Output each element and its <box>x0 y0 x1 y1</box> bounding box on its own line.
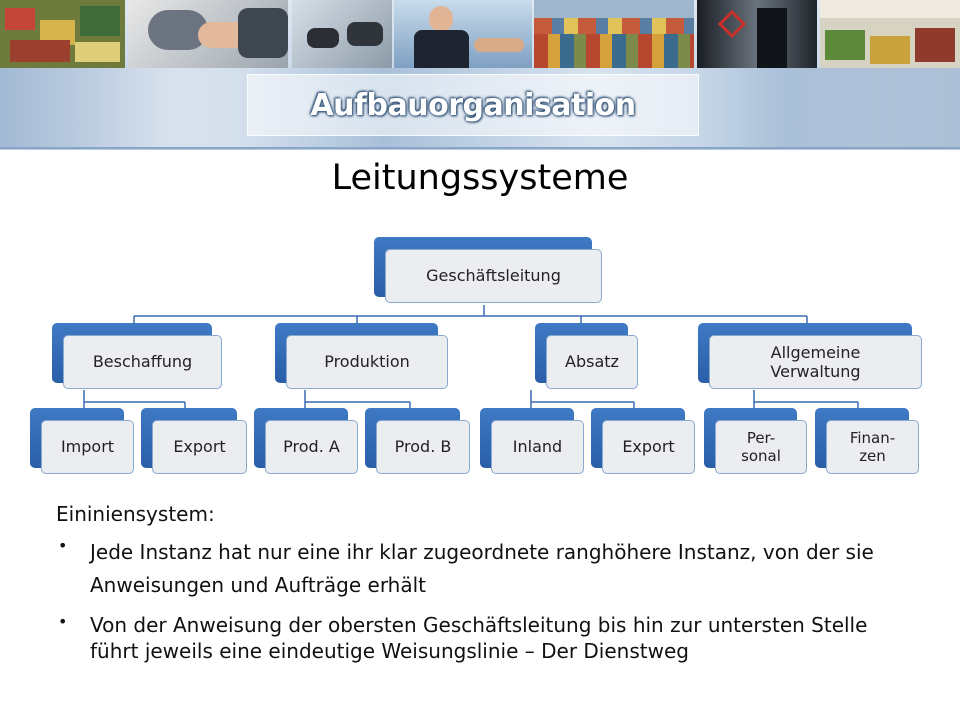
office-photo <box>697 0 817 68</box>
org-node-label: Per- sonal <box>741 429 781 465</box>
banner-rule <box>0 147 960 149</box>
header-banner <box>0 0 960 150</box>
intro-text: Eininiensystem: <box>56 502 215 526</box>
org-node-label: Export <box>173 437 226 457</box>
org-node-leaf <box>704 408 807 476</box>
bullet-text: Von der Anweisung der obersten Geschäftsleitung bis hin zur untersten Stelle führt jeweils eine eindeutige Weisungslinie – Der Dienstweg <box>90 613 868 663</box>
bull-bear-photo <box>292 0 392 68</box>
org-node-label: Geschäftsleitung <box>426 266 561 286</box>
org-node-leaf <box>591 408 695 476</box>
banner-title-box <box>247 74 699 136</box>
org-node-label: Absatz <box>565 352 619 372</box>
connector-line <box>305 390 410 408</box>
banner-streak <box>0 68 250 148</box>
connector-line <box>531 390 634 408</box>
org-node-leaf <box>141 408 247 476</box>
org-node-label: Import <box>60 437 115 457</box>
org-node-leaf <box>480 408 584 476</box>
connector-line <box>134 305 807 323</box>
org-node-department <box>535 323 638 391</box>
org-node-label: Prod. B <box>394 437 452 457</box>
org-node-leaf <box>815 408 919 476</box>
org-node-department <box>52 323 222 391</box>
org-node-department <box>698 323 922 391</box>
org-node-label: Produktion <box>324 352 410 372</box>
org-node-label: Export <box>622 437 675 457</box>
connector-line <box>84 390 185 408</box>
org-node-label: Allgemeine Verwaltung <box>770 342 861 381</box>
produce-market-photo <box>820 0 960 68</box>
container-port-photo <box>534 0 694 68</box>
org-node-root <box>374 237 602 305</box>
org-node-label: Inland <box>512 437 563 457</box>
org-node-label: Prod. A <box>283 437 340 457</box>
bullet-icon: • <box>58 536 68 555</box>
slide-title: Leitungssysteme <box>331 158 629 198</box>
org-node-label: Finan- zen <box>849 429 896 465</box>
org-node-department <box>275 323 448 391</box>
market-photo <box>0 0 125 68</box>
bullet-text: Jede Instanz hat nur eine ihr klar zugeordnete ranghöhere Instanz, von der sie Anweisungen und Aufträge erhält <box>90 540 874 597</box>
connector-line <box>754 390 858 408</box>
org-node-leaf <box>30 408 134 476</box>
org-node-label: Beschaffung <box>92 352 193 372</box>
org-node-leaf <box>254 408 358 476</box>
handshake-photo <box>128 0 288 68</box>
org-node-leaf <box>365 408 470 476</box>
businessman-photo <box>394 0 532 68</box>
bullet-icon: • <box>58 612 68 631</box>
banner-streak <box>700 68 960 148</box>
banner-heading: Aufbauorganisation <box>310 87 636 123</box>
